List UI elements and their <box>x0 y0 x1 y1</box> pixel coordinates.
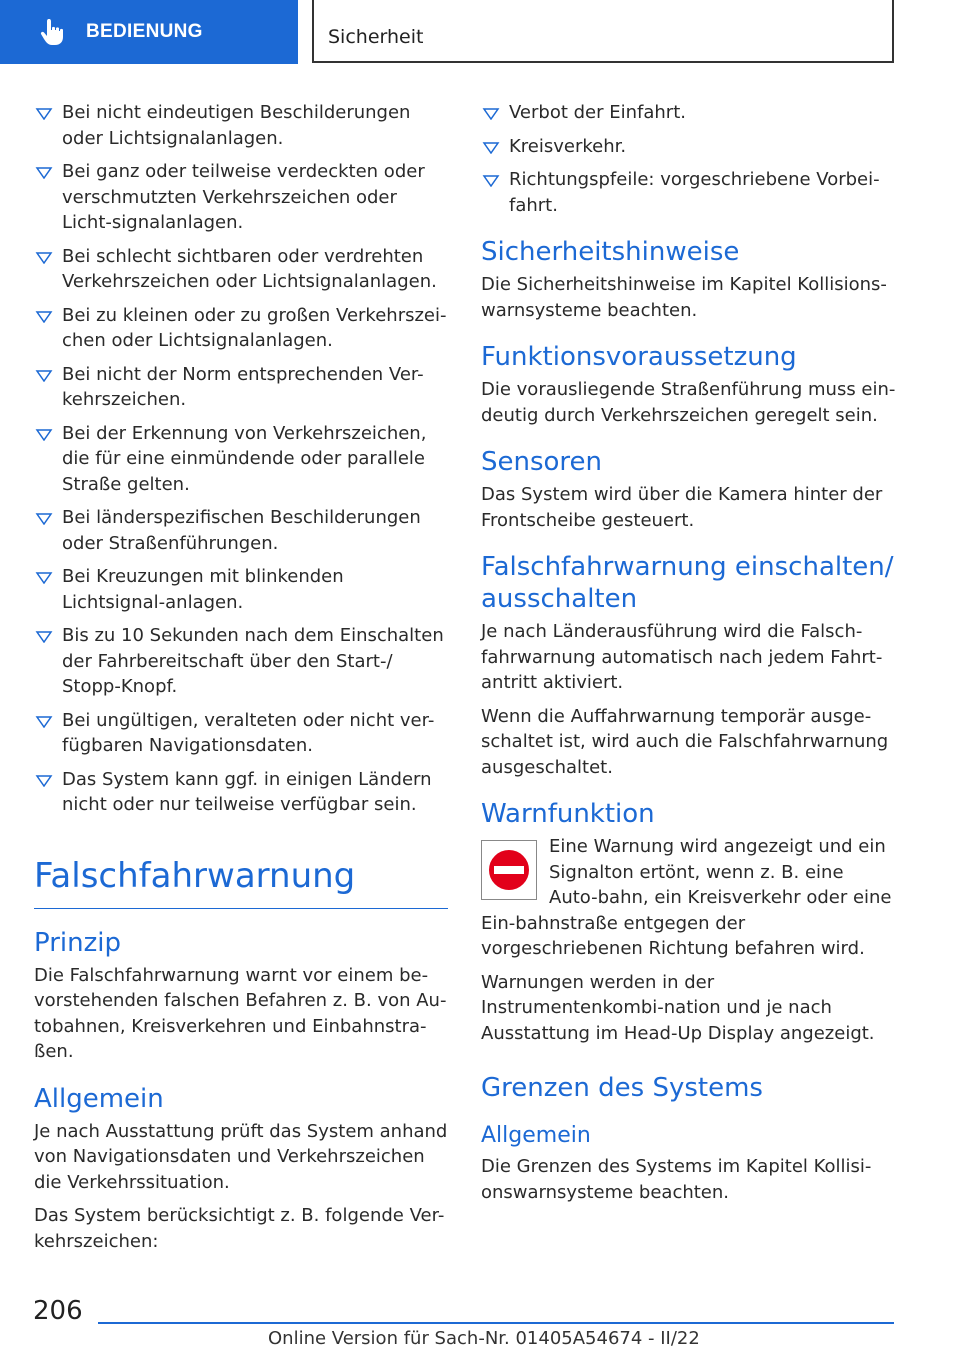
header-section-box <box>312 0 894 63</box>
bullet-triangle-icon <box>34 370 54 381</box>
warn-block <box>481 834 897 962</box>
list-item: Kreisverkehr. <box>481 134 897 160</box>
einschalten-text-1: Je nach Länderausführung wird die Falsch-fahrwarnung automatisch nach jedem Fahrt-antritt aktiviert. <box>481 621 883 693</box>
bullet-triangle-icon <box>481 175 501 186</box>
bullet-triangle-icon <box>34 572 54 583</box>
left-bullet-list <box>34 100 448 818</box>
right-column <box>481 100 897 1213</box>
prinzip-text: Die Falschfahrwarnung warnt vor einem be-vorstehenden falschen Befahren z. B. von Au-tobahnen, Kreisverkehren und Einbahnstra-ßen. <box>34 964 447 1062</box>
section-title: Sicherheit <box>328 26 424 48</box>
einschalten-heading: Falschfahrwarnung einschalten/ ausschalten <box>481 552 894 614</box>
bullet-triangle-icon <box>34 167 54 178</box>
chapter-title: Falschfahrwarnung <box>34 856 448 909</box>
list-item: Bei länderspezifischen Beschilderungen oder Straßenführungen. <box>34 505 448 556</box>
sensoren-heading: Sensoren <box>481 447 603 477</box>
einschalten-text-2: Wenn die Auffahrwarnung temporär ausge-schaltet ist, wird auch die Falschfahrwarnung ausgeschaltet. <box>481 705 889 778</box>
grenzen-allgemein-heading: Allgemein <box>481 1123 591 1148</box>
funktionsvoraussetzung-text: Die vorausliegende Straßenführung muss ein-deutig durch Verkehrszeichen geregelt sein. <box>481 379 896 426</box>
right-bullet-list <box>481 100 897 218</box>
header-tab-label: BEDIENUNG <box>86 21 203 42</box>
bullet-triangle-icon <box>34 631 54 642</box>
bullet-triangle-icon <box>34 775 54 786</box>
bullet-triangle-icon <box>34 429 54 440</box>
bullet-triangle-icon <box>34 252 54 263</box>
allgemein-heading: Allgemein <box>34 1083 164 1114</box>
list-item: Bei zu kleinen oder zu großen Verkehrszei-chen oder Lichtsignalanlagen. <box>34 303 448 354</box>
bullet-triangle-icon <box>481 142 501 153</box>
list-item: Bis zu 10 Sekunden nach dem Einschalten der Fahrbereitschaft über den Start-/ Stopp-Knopf. <box>34 623 448 700</box>
sicherheitshinweise-heading: Sicherheitshinweise <box>481 237 740 267</box>
list-item: Bei nicht eindeutigen Beschilderungen oder Lichtsignalanlagen. <box>34 100 448 151</box>
list-item: Bei ungültigen, veralteten oder nicht ver-fügbaren Navigationsdaten. <box>34 708 448 759</box>
bullet-triangle-icon <box>34 513 54 524</box>
footer-divider <box>98 1322 894 1324</box>
no-entry-sign-icon <box>481 840 537 900</box>
list-item: Bei schlecht sichtbaren oder verdrehten Verkehrszeichen oder Lichtsignalanlagen. <box>34 244 448 295</box>
list-item: Bei nicht der Norm entsprechenden Ver-kehrszeichen. <box>34 362 448 413</box>
allgemein-text-2: Das System berücksichtigt z. B. folgende Ver-kehrszeichen: <box>34 1205 445 1252</box>
warnfunktion-heading: Warnfunktion <box>481 799 655 829</box>
left-column <box>34 100 448 1262</box>
list-item: Verbot der Einfahrt. <box>481 100 897 126</box>
warnfunktion-text-2: Warnungen werden in der Instrumentenkombi-nation und je nach Ausstattung im Head-Up Display angezeigt. <box>481 971 875 1044</box>
list-item: Bei ganz oder teilweise verdeckten oder verschmutzten Verkehrszeichen oder Licht-signalanlagen. <box>34 159 448 236</box>
list-item: Richtungspfeile: vorgeschriebene Vorbei-fahrt. <box>481 167 897 218</box>
bullet-triangle-icon <box>481 108 501 119</box>
sicherheitshinweise-text: Die Sicherheitshinweise im Kapitel Kollisions-warnsysteme beachten. <box>481 274 887 321</box>
grenzen-heading: Grenzen des Systems <box>481 1073 763 1103</box>
list-item: Das System kann ggf. in einigen Ländern nicht oder nur teilweise verfügbar sein. <box>34 767 448 818</box>
list-item: Bei Kreuzungen mit blinkenden Lichtsignal-anlagen. <box>34 564 448 615</box>
sensoren-text: Das System wird über die Kamera hinter der Frontscheibe gesteuert. <box>481 484 883 531</box>
bullet-triangle-icon <box>34 108 54 119</box>
bullet-triangle-icon <box>34 311 54 322</box>
bullet-triangle-icon <box>34 716 54 727</box>
grenzen-text: Die Grenzen des Systems im Kapitel Kollisi-onswarnsysteme beachten. <box>481 1156 872 1203</box>
warnfunktion-text-1: Eine Warnung wird angezeigt und ein Signalton ertönt, wenn z. B. eine Auto-bahn, ein Kreisverkehr oder eine Ein-bahnstraße entgegen der vorgeschriebenen Richtung befahren wird. <box>481 836 892 959</box>
footer-online-version: Online Version für Sach-Nr. 01405A54674 - II/22 <box>268 1328 700 1349</box>
list-item: Bei der Erkennung von Verkehrszeichen, die für eine einmündende oder parallele Straße gelten. <box>34 421 448 498</box>
allgemein-text-1: Je nach Ausstattung prüft das System anhand von Navigationsdaten und Verkehrszeichen die Verkehrssituation. <box>34 1120 448 1193</box>
prinzip-heading: Prinzip <box>34 927 121 958</box>
header-tab <box>0 0 298 64</box>
funktionsvoraussetzung-heading: Funktionsvoraussetzung <box>481 342 797 372</box>
hand-pointer-icon <box>40 17 66 47</box>
page-number: 206 <box>33 1296 83 1326</box>
